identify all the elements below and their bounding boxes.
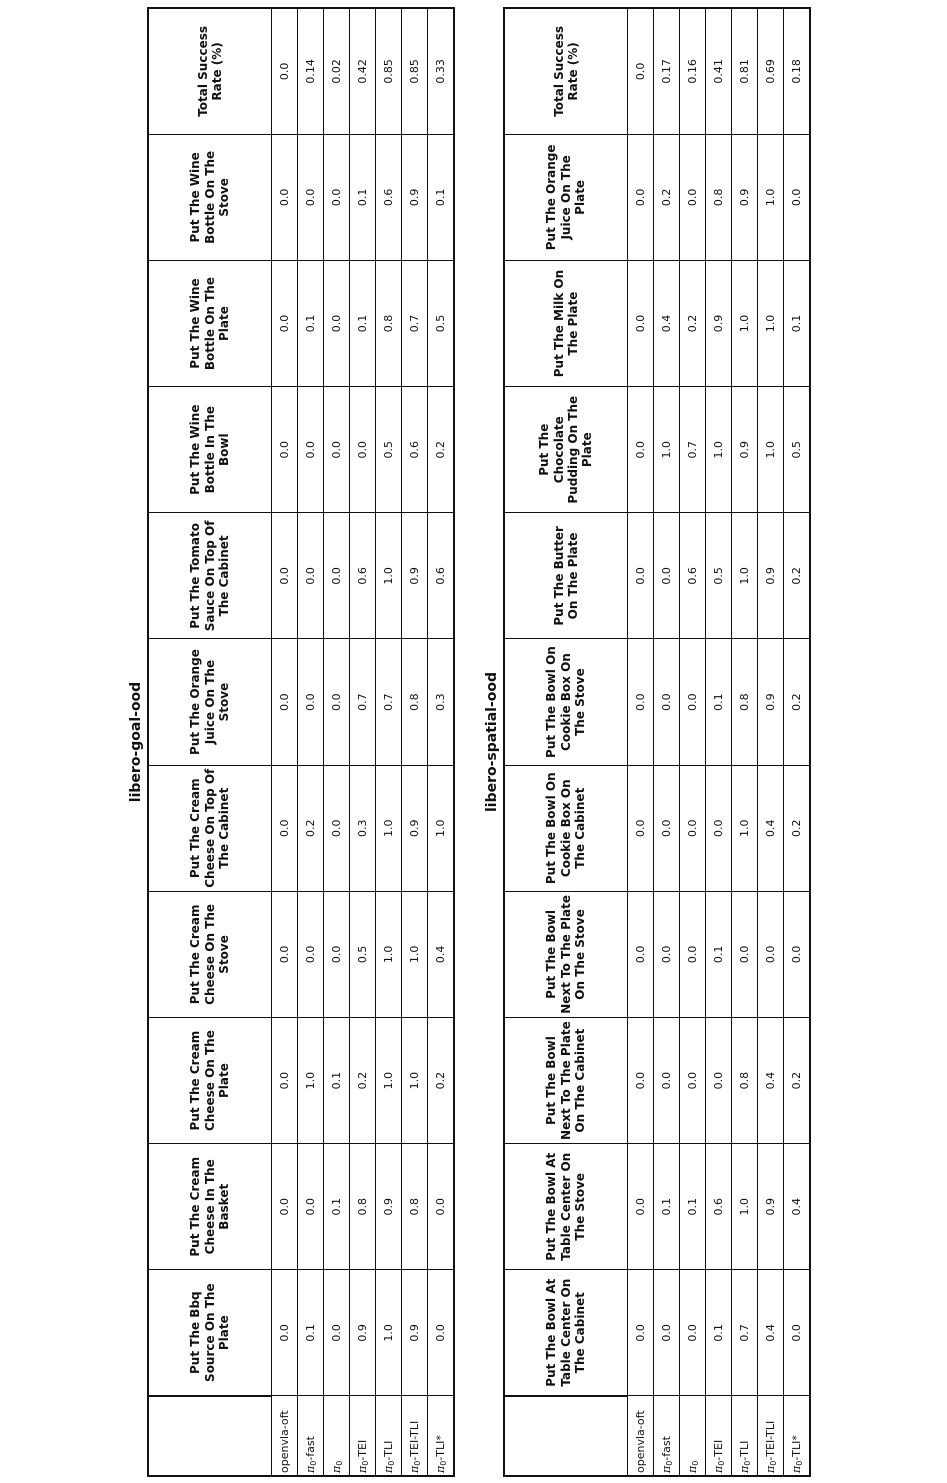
value-cell: 0.0 — [654, 1017, 680, 1143]
row-label-main: π — [659, 1465, 673, 1473]
value-cell: 0.3 — [350, 765, 376, 891]
row-label — [680, 1396, 706, 1476]
table-row — [298, 8, 324, 1476]
column-header: Total Success Rate (%) — [148, 8, 272, 134]
value-cell: 0.14 — [298, 8, 324, 134]
value-cell: 1.0 — [732, 765, 758, 891]
table-title: libero-goal-ood — [128, 681, 144, 803]
table-row — [402, 8, 428, 1476]
row-label-subscript: 0 — [334, 1460, 344, 1466]
value-cell: 1.0 — [376, 891, 402, 1017]
value-cell: 0.1 — [324, 1144, 350, 1270]
column-header: Put The Bowl On Cookie Box On The Stove — [504, 639, 628, 765]
row-label-subscript: 0 — [768, 1460, 778, 1466]
row-label-subscript: 0 — [664, 1460, 674, 1466]
value-cell: 1.0 — [298, 1017, 324, 1143]
value-cell: 0.6 — [428, 513, 455, 639]
row-label-main: π — [303, 1465, 317, 1473]
corner-cell — [504, 1396, 628, 1476]
value-cell: 0.5 — [376, 387, 402, 513]
column-header: Put The Orange Juice On The Plate — [504, 134, 628, 260]
value-cell: 0.0 — [324, 260, 350, 386]
row-label-main: openvla-oft — [277, 1410, 291, 1473]
row-label — [758, 1396, 784, 1476]
column-header: Total Success Rate (%) — [504, 8, 628, 134]
value-cell: 0.1 — [706, 891, 732, 1017]
value-cell: 0.0 — [272, 260, 298, 386]
value-cell: 0.1 — [298, 1270, 324, 1396]
table-row — [350, 8, 376, 1476]
value-cell: 0.0 — [732, 891, 758, 1017]
value-cell: 0.9 — [758, 513, 784, 639]
row-label-suffix: -fast — [303, 1436, 317, 1461]
value-cell: 0.0 — [784, 891, 811, 1017]
value-cell: 0.0 — [324, 639, 350, 765]
value-cell: 0.6 — [680, 513, 706, 639]
value-cell: 0.0 — [272, 134, 298, 260]
value-cell: 0.0 — [628, 891, 654, 1017]
value-cell: 0.0 — [654, 891, 680, 1017]
value-cell: 0.81 — [732, 8, 758, 134]
value-cell: 0.0 — [784, 134, 811, 260]
column-header: Put The Cream Cheese On The Stove — [148, 891, 272, 1017]
value-cell: 1.0 — [758, 134, 784, 260]
value-cell: 0.0 — [680, 134, 706, 260]
value-cell: 0.6 — [706, 1144, 732, 1270]
value-cell: 0.0 — [758, 891, 784, 1017]
value-cell: 0.8 — [402, 1144, 428, 1270]
table-row — [784, 8, 811, 1476]
row-label — [654, 1396, 680, 1476]
value-cell: 1.0 — [402, 1017, 428, 1143]
header-row — [148, 8, 272, 1476]
value-cell: 0.5 — [784, 387, 811, 513]
value-cell: 0.0 — [680, 1270, 706, 1396]
value-cell: 0.0 — [628, 765, 654, 891]
value-cell: 0.7 — [350, 639, 376, 765]
row-label-subscript: 0 — [716, 1460, 726, 1466]
row-label — [350, 1396, 376, 1476]
value-cell: 0.2 — [428, 387, 455, 513]
table-row — [272, 8, 298, 1476]
value-cell: 0.0 — [628, 1144, 654, 1270]
column-header: Put The Cream Cheese On Top Of The Cabinet — [148, 765, 272, 891]
row-label-main: π — [407, 1465, 421, 1473]
value-cell: 0.1 — [350, 134, 376, 260]
column-header: Put The Cream Cheese On The Plate — [148, 1017, 272, 1143]
value-cell: 1.0 — [376, 1017, 402, 1143]
value-cell: 0.0 — [272, 1144, 298, 1270]
column-header: Put The Bowl Next To The Plate On The Cabinet — [504, 1017, 628, 1143]
row-label — [402, 1396, 428, 1476]
value-cell: 0.8 — [732, 1017, 758, 1143]
value-cell: 0.0 — [324, 513, 350, 639]
value-cell: 0.9 — [402, 513, 428, 639]
value-cell: 0.9 — [376, 1144, 402, 1270]
value-cell: 1.0 — [376, 1270, 402, 1396]
value-cell: 0.1 — [350, 260, 376, 386]
value-cell: 0.5 — [428, 260, 455, 386]
table-row — [680, 8, 706, 1476]
value-cell: 0.6 — [376, 134, 402, 260]
row-label — [376, 1396, 402, 1476]
row-label-suffix: -fast — [659, 1436, 673, 1461]
row-label-subscript: 0 — [742, 1460, 752, 1466]
row-label-suffix: -TEI-TLI — [763, 1420, 777, 1461]
value-cell: 0.0 — [272, 1017, 298, 1143]
value-cell: 1.0 — [402, 891, 428, 1017]
row-label — [428, 1396, 455, 1476]
value-cell: 0.8 — [732, 639, 758, 765]
libero-spatial-ood-panel — [481, 7, 811, 1477]
value-cell: 0.2 — [680, 260, 706, 386]
row-label-main: π — [329, 1465, 343, 1473]
value-cell: 0.0 — [628, 639, 654, 765]
value-cell: 0.0 — [680, 1017, 706, 1143]
column-header: Put The Wine Bottle In The Bowl — [148, 387, 272, 513]
value-cell: 0.02 — [324, 8, 350, 134]
table-row — [654, 8, 680, 1476]
value-cell: 0.0 — [298, 639, 324, 765]
value-cell: 0.1 — [298, 260, 324, 386]
results-table-spatial — [503, 7, 811, 1477]
value-cell: 0.0 — [298, 1144, 324, 1270]
column-header: Put The Chocolate Pudding On The Plate — [504, 387, 628, 513]
value-cell: 0.0 — [324, 387, 350, 513]
value-cell: 0.5 — [706, 513, 732, 639]
value-cell: 0.1 — [680, 1144, 706, 1270]
value-cell: 0.0 — [706, 765, 732, 891]
value-cell: 0.0 — [628, 260, 654, 386]
value-cell: 0.7 — [402, 260, 428, 386]
value-cell: 0.2 — [784, 765, 811, 891]
value-cell: 0.0 — [298, 134, 324, 260]
value-cell: 0.85 — [376, 8, 402, 134]
value-cell: 0.2 — [428, 1017, 455, 1143]
value-cell: 0.9 — [402, 765, 428, 891]
value-cell: 1.0 — [428, 765, 455, 891]
column-header: Put The Wine Bottle On The Stove — [148, 134, 272, 260]
row-label-subscript: 0 — [386, 1460, 396, 1466]
value-cell: 1.0 — [376, 513, 402, 639]
column-header: Put The Tomato Sauce On Top Of The Cabinet — [148, 513, 272, 639]
row-label-main: π — [763, 1465, 777, 1473]
row-label-subscript: 0 — [438, 1460, 448, 1466]
column-header: Put The Milk On The Plate — [504, 260, 628, 386]
value-cell: 0.8 — [706, 134, 732, 260]
libero-goal-ood-panel — [125, 7, 455, 1477]
value-cell: 0.9 — [350, 1270, 376, 1396]
value-cell: 0.33 — [428, 8, 455, 134]
row-label-main: π — [433, 1465, 447, 1473]
value-cell: 0.2 — [654, 134, 680, 260]
value-cell: 0.8 — [350, 1144, 376, 1270]
value-cell: 0.0 — [324, 1270, 350, 1396]
value-cell: 0.2 — [298, 765, 324, 891]
value-cell: 0.4 — [428, 891, 455, 1017]
value-cell: 1.0 — [732, 513, 758, 639]
value-cell: 0.3 — [428, 639, 455, 765]
value-cell: 0.0 — [272, 765, 298, 891]
value-cell: 0.0 — [654, 765, 680, 891]
value-cell: 0.0 — [628, 513, 654, 639]
table-row — [428, 8, 455, 1476]
value-cell: 0.0 — [784, 1270, 811, 1396]
value-cell: 0.69 — [758, 8, 784, 134]
value-cell: 0.0 — [272, 513, 298, 639]
column-header: Put The Bowl At Table Center On The Stove — [504, 1144, 628, 1270]
row-label — [324, 1396, 350, 1476]
value-cell: 1.0 — [706, 387, 732, 513]
row-label — [732, 1396, 758, 1476]
value-cell: 0.41 — [706, 8, 732, 134]
row-label-main: π — [711, 1465, 725, 1473]
column-header: Put The Cream Cheese In The Basket — [148, 1144, 272, 1270]
row-label-suffix: -TLI* — [433, 1435, 447, 1461]
value-cell: 0.0 — [628, 1017, 654, 1143]
value-cell: 0.0 — [272, 8, 298, 134]
value-cell: 0.0 — [654, 1270, 680, 1396]
row-label-subscript: 0 — [794, 1460, 804, 1466]
value-cell: 0.9 — [732, 387, 758, 513]
value-cell: 0.4 — [654, 260, 680, 386]
value-cell: 0.1 — [324, 1017, 350, 1143]
value-cell: 0.0 — [298, 387, 324, 513]
header-row — [504, 8, 628, 1476]
value-cell: 0.0 — [272, 387, 298, 513]
value-cell: 0.0 — [628, 387, 654, 513]
value-cell: 0.18 — [784, 8, 811, 134]
value-cell: 0.2 — [784, 639, 811, 765]
value-cell: 0.0 — [324, 891, 350, 1017]
value-cell: 0.8 — [376, 260, 402, 386]
value-cell: 0.5 — [350, 891, 376, 1017]
table-row — [758, 8, 784, 1476]
row-label-suffix: -TLI — [381, 1440, 395, 1461]
value-cell: 0.2 — [784, 1017, 811, 1143]
column-header: Put The Bowl At Table Center On The Cabinet — [504, 1270, 628, 1396]
row-label — [706, 1396, 732, 1476]
value-cell: 0.0 — [628, 134, 654, 260]
row-label-suffix: -TEI-TLI — [407, 1420, 421, 1461]
value-cell: 0.0 — [680, 639, 706, 765]
value-cell: 0.9 — [758, 639, 784, 765]
table-title: libero-spatial-ood — [484, 671, 500, 813]
row-label-suffix: -TLI* — [789, 1435, 803, 1461]
value-cell: 0.4 — [758, 1017, 784, 1143]
value-cell: 0.0 — [324, 765, 350, 891]
value-cell: 0.0 — [428, 1144, 455, 1270]
value-cell: 0.2 — [784, 513, 811, 639]
row-label — [628, 1396, 654, 1476]
value-cell: 0.9 — [758, 1144, 784, 1270]
row-label-main: π — [685, 1465, 699, 1473]
row-label-subscript: 0 — [360, 1460, 370, 1466]
value-cell: 0.9 — [402, 134, 428, 260]
value-cell: 1.0 — [732, 260, 758, 386]
value-cell: 0.42 — [350, 8, 376, 134]
row-label-main: π — [789, 1465, 803, 1473]
value-cell: 0.0 — [350, 387, 376, 513]
value-cell: 0.0 — [272, 1270, 298, 1396]
value-cell: 0.0 — [654, 513, 680, 639]
value-cell: 0.9 — [706, 260, 732, 386]
value-cell: 0.7 — [376, 639, 402, 765]
column-header: Put The Bbq Source On The Plate — [148, 1270, 272, 1396]
value-cell: 0.7 — [680, 387, 706, 513]
row-label-subscript: 0 — [308, 1460, 318, 1466]
value-cell: 0.1 — [784, 260, 811, 386]
row-label-suffix: -TEI — [355, 1439, 369, 1461]
row-label-subscript: 0 — [690, 1460, 700, 1466]
column-header: Put The Butter On The Plate — [504, 513, 628, 639]
value-cell: 0.0 — [628, 1270, 654, 1396]
value-cell: 0.0 — [428, 1270, 455, 1396]
row-label — [784, 1396, 811, 1476]
row-label — [272, 1396, 298, 1476]
value-cell: 0.1 — [428, 134, 455, 260]
value-cell: 0.1 — [654, 1144, 680, 1270]
table-row — [376, 8, 402, 1476]
row-label-suffix: -TLI — [737, 1440, 751, 1461]
value-cell: 0.0 — [272, 639, 298, 765]
column-header: Put The Wine Bottle On The Plate — [148, 260, 272, 386]
value-cell: 0.9 — [402, 1270, 428, 1396]
column-header: Put The Orange Juice On The Stove — [148, 639, 272, 765]
table-row — [628, 8, 654, 1476]
row-label — [298, 1396, 324, 1476]
value-cell: 0.9 — [732, 134, 758, 260]
table-row — [732, 8, 758, 1476]
value-cell: 0.0 — [272, 891, 298, 1017]
value-cell: 1.0 — [732, 1144, 758, 1270]
value-cell: 1.0 — [654, 387, 680, 513]
table-row — [706, 8, 732, 1476]
value-cell: 0.17 — [654, 8, 680, 134]
value-cell: 0.4 — [758, 1270, 784, 1396]
corner-cell — [148, 1396, 272, 1476]
value-cell: 0.85 — [402, 8, 428, 134]
value-cell: 0.0 — [298, 513, 324, 639]
value-cell: 0.0 — [680, 891, 706, 1017]
value-cell: 0.0 — [298, 891, 324, 1017]
row-label-main: π — [737, 1465, 751, 1473]
row-label-suffix: -TEI — [711, 1439, 725, 1461]
table-row — [324, 8, 350, 1476]
value-cell: 1.0 — [376, 765, 402, 891]
value-cell: 0.16 — [680, 8, 706, 134]
column-header: Put The Bowl On Cookie Box On The Cabinet — [504, 765, 628, 891]
column-header: Put The Bowl Next To The Plate On The Stove — [504, 891, 628, 1017]
row-label-main: π — [381, 1465, 395, 1473]
value-cell: 0.7 — [732, 1270, 758, 1396]
value-cell: 0.0 — [706, 1017, 732, 1143]
results-table-goal — [147, 7, 455, 1477]
value-cell: 1.0 — [758, 387, 784, 513]
value-cell: 0.4 — [758, 765, 784, 891]
value-cell: 0.2 — [350, 1017, 376, 1143]
value-cell: 0.0 — [680, 765, 706, 891]
value-cell: 0.0 — [628, 8, 654, 134]
value-cell: 0.6 — [350, 513, 376, 639]
value-cell: 0.0 — [654, 639, 680, 765]
row-label-subscript: 0 — [412, 1460, 422, 1466]
value-cell: 0.1 — [706, 1270, 732, 1396]
value-cell: 0.8 — [402, 639, 428, 765]
value-cell: 0.4 — [784, 1144, 811, 1270]
value-cell: 0.6 — [402, 387, 428, 513]
value-cell: 1.0 — [758, 260, 784, 386]
value-cell: 0.0 — [324, 134, 350, 260]
row-label-main: π — [355, 1465, 369, 1473]
row-label-main: openvla-oft — [633, 1410, 647, 1473]
value-cell: 0.1 — [706, 639, 732, 765]
